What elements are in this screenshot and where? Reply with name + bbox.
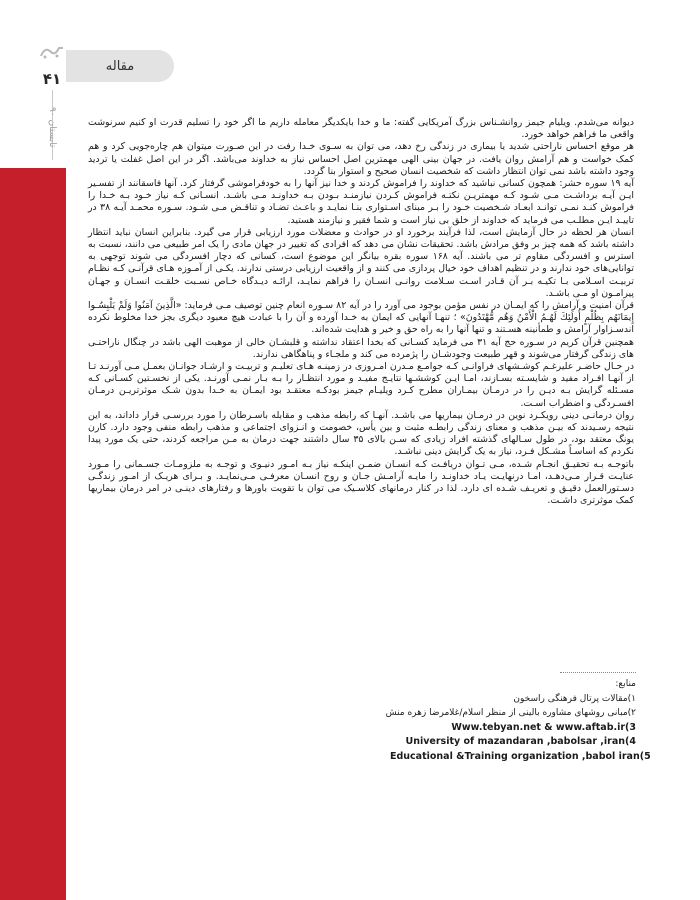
references-divider [560,672,636,673]
section-label: مقاله [105,58,135,74]
article-paragraph: در حـال حاضـر علیرغـم کوشـشهای فراوانـی کـه جوامـع مـدرن امـروزی در زمینـه هـای تعلیـم و تربیـت و ارشـاد جوانـان بعمـل مـی آورنـد تـا از آنهـا افـراد مفید و شایسـته بسـازند، امـا ایـن کوششـها نتایـج مفیـد و مورد انتظـار را بـه بـار نمـی آورنـد. یکی از نخسـتین کسـانی کـه مسـئله گرایش بـه دیـن را در درمـان بیمـاران مطرح کـرد ویلیـام جیمز بودکـه معتقـد بود ایمـان به خـدا بدون شـک موثرتریـن درمـان افسـردگی و اضطراب اسـت. [88,361,634,409]
reference-item: Educational &Training organization ,babol iran(5 [390,750,651,762]
article-paragraph: همچنین قرآن کریم در سـوره حج آیه ۳۱ می فرماید کسـانی که بخدا اعتقاد نداشته و قلبشـان خالی از موهبت الهی باشد در چنگال ناراحتـی های زندگی گرفتار می‌شوند و قهر طبیعت وجودشـان را پژمرده می کند و ملجـاء و پناهگاهی ندارند. [88,336,634,360]
article-paragraph: دیوانه می‌شدم. ویلیام جیمز روانشـناس بزرگ آمریکایی گفته: ما و خدا بایکدیگر معامله داریم ما اگر خود را تسلیم قدرت او کنیم سرنوشت واقعی ما فراهم خواهد خورد. [88,117,634,141]
article-body [88,117,634,508]
section-tab [66,50,174,82]
article-paragraph: انسان هر لحظه در حال آزمایش است، لذا فرآیند برخورد او در حوادث و معضلات مورد ارزیابی قرار می گیرد. بنابراین انسان نباید انتظار داشته باشد که همه چیز بر وفق مرادش باشد. تحقیقات نشان می دهد که افرادی که تغییر در جهان مادی را یک امر طبیعی می دانند، نسبت به استرس و افسردگی مقاوم تر می باشند. آیه ۱۶۸ سوره بقره بیانگر این موضوع است، کسانی که دچار افسردگی می شوند توجهی به توانایی‌های خود ندارند و در تنظیم اهداف خود خیال پردازی می کنند و از واقعیت ارزیابی درستی ندارند. یکـی از آمـوزه هـای قرآنـی کـه نظـام تربیـت اسـلامی بـا تکیـه بـر آن قـادر اسـت سـلامت روانـی انسـان را فراهم نمایـد، ارائـه دیـدگاه خـاص نسـبت خلقـت انسـان و جهـان پیرامـون او مـی باشـد. [88,226,634,299]
issue-label: تابستان ۹۰ [47,106,57,148]
article-paragraph: قرآن امنیت و آرامش را که ایمـان در نفس مؤمن بوجود می آورد را در آیه ۸۲ سـوره انعام چنین توصیف مـی فرماید: «الَّذِينَ آمَنُوا وَلَمْ يَلْبِسُـوا إِيمَانَهُم بِظُلْمٍ أُولَئِكَ لَهُـمُ الْأَمْنُ وَهُم مُّهْتَدُونَ» ؛ تنهـا آنهایی که ایمان به خـدا آورده و آن را با عبادت هیچ معبود دیگری بجز خدا مخلوط نکرده اندسـزاوار آرامش و طمأنینه هسـتند و تنها آنها را به راه حق و خیر و هدایت شده‌اند. [88,300,634,336]
article-paragraph: باتوجـه بـه تحقیـق انجـام شـده، مـی تـوان دریافـت کـه انسـان ضمـن اینکـه نیاز بـه امـور دنیـوی و توجـه به ملزومـات جسـمانی را مـورد عنایـت قـرار مـی‌دهـد، امـا درنهایـت یـاد خداونـد را مایـه آرامـش جـان و روح انسـان معرفـی مـی‌نمایـد. و بـرای هریـک از امـور زندگـی دسـتورالعمل دقیـق و تعریـف شـده ای دارد. لذا در کنار درمانهای کلاسـیک می توان با تقویت باورها و رفتارهای دینـی در امر درمان بیماریها کمک موثرتری داشـت. [88,458,634,507]
left-accent-bar [0,168,66,900]
page-number: ۴۱ [42,70,62,88]
reference-item: ۱)مقالات پرتال فرهنگی راسخون [513,693,636,704]
references-heading: منابع: [615,679,636,689]
reference-item: University of mazandaran ,babolsar ,iran(4 [405,736,636,747]
article-paragraph: روان درمانـی دینی رویکـرد نوین در درمـان بیماریها می باشـد. آنهـا که رابطه مذهب و مقابله باسـرطان را مورد بررسـی قرار داداند، به این نتیجه رسـیدند که بیـن مذهب و معنای زندگی رابطـه مثبت و بین یأس، خصومت و انـزوای اجتماعی و مذهب رابطه منفی وجود دارد. کارن یونگ معتقد بود، در طول سـالهای گذشته افراد زیادی که سـن بالای ۳۵ سال داشتند جهت درمان به مـن مراجعه کردند، حتی یک مورد پیدا نکردم که اساسـاً مشـکل فـرد، نیاز به یک گرایش دینی نباشـد. [88,409,634,458]
article-paragraph: هر موقع احساس ناراحتی شدید یا بیماری در زندگی رخ دهد، می توان به سـوی خـدا رفت در این صـورت میتوان هم چاره‌جویی کرد و هم کمک خواست و هم آرامش روان یافت. در جهان بینی الهی مهمترین اصل احساس نیاز به خداوند می‌باشد. اگر در این اصل غفلت یا تردید وجود داشته باشد نمی توان انتظار داشت که شخصیت انسان صحیح و استوار بنا گردد. [88,141,634,177]
reference-item: Www.tebyan.net & www.aftab.ir(3 [451,721,636,733]
references [385,677,651,764]
magazine-logo-icon [38,44,66,62]
article-paragraph: آیه ۱۹ سوره حشر: همچون کسانی نباشید که خداوند را فراموش کردند و خدا نیز آنها را به خودفراموشی گرفتار کرد. آنها فاسقانند از تفسـیر ایـن آیـه برداشـت مـی شـود کـه مهمتریـن نکتـه فراموش کـردن نیازمنـد بـودن بـه خداونـد مـی باشـد. انسـانی کـه نیاز خـود بـه خـدا را فراموش کنـد نمـی توانـد ابعـاد شـخصیت خـود را بـر مبنای اسـتواری بنـا نمایـد و باعـث تضـاد و تناقـض مـی شـود. سـوره محمـد آیـه ۳۸ در تاییـد ایـن مطلـب می فرماید که خداوند از خلق بی نیاز است و شما فقیر و نیازمند هستید. [88,178,635,226]
reference-item: ۲)مبانی روشهای مشاوره بالینی از منظر اسلام/غلامرضا زهره منش [385,708,636,718]
